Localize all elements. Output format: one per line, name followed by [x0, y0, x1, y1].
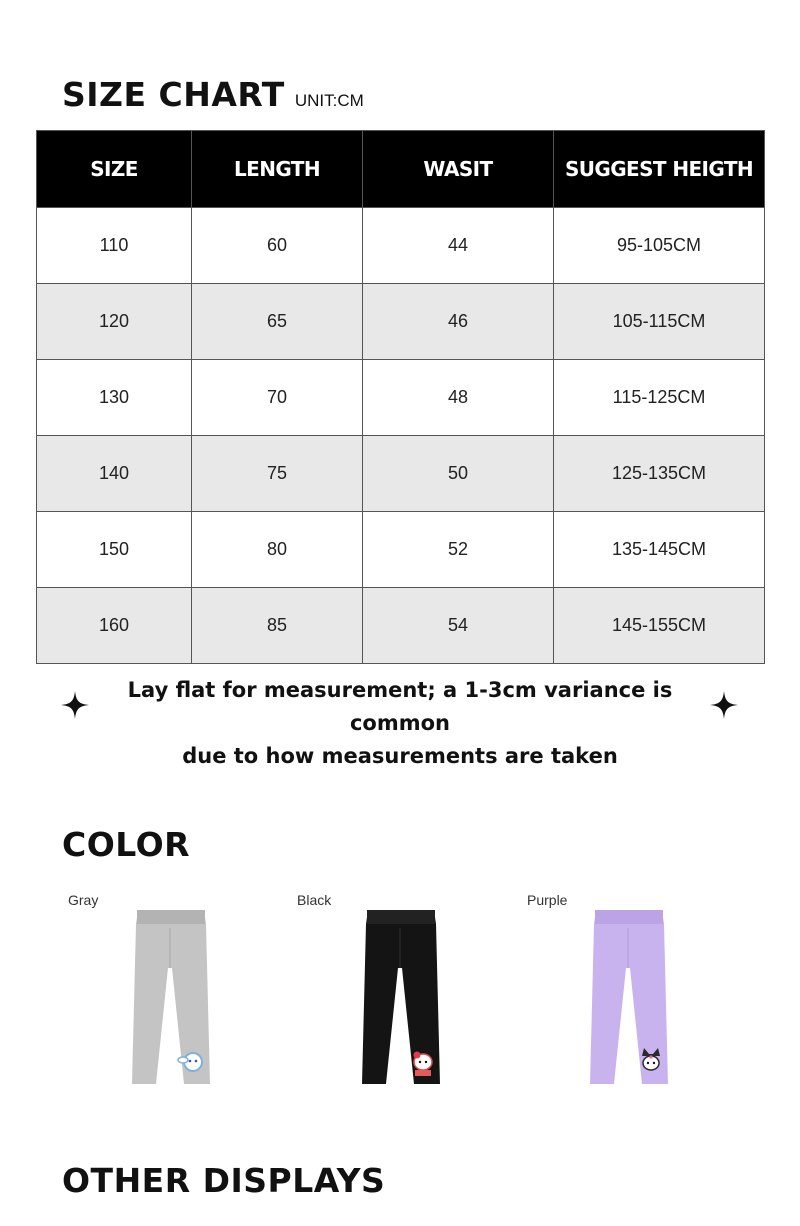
- cell-waist: 44: [363, 208, 554, 284]
- size-table: [36, 130, 765, 664]
- cell-waist: 48: [363, 360, 554, 436]
- cell-height: 135-145CM: [554, 512, 765, 588]
- gray-leggings-image[interactable]: [128, 910, 212, 1086]
- header-size: SIZE: [37, 131, 192, 208]
- table-row: [37, 512, 765, 588]
- table-row: [37, 588, 765, 664]
- table-row: [37, 436, 765, 512]
- size-chart-title-text: SIZE CHART: [62, 75, 285, 114]
- table-row: [37, 284, 765, 360]
- sparkle-right-icon: [710, 691, 738, 719]
- cell-size: 150: [37, 512, 192, 588]
- color-option-label: Purple: [527, 892, 568, 908]
- cell-height: 145-155CM: [554, 588, 765, 664]
- cell-size: 160: [37, 588, 192, 664]
- cell-size: 130: [37, 360, 192, 436]
- cell-length: 80: [192, 512, 363, 588]
- cell-height: 115-125CM: [554, 360, 765, 436]
- cell-length: 70: [192, 360, 363, 436]
- header-waist: WASIT: [363, 131, 554, 208]
- cell-length: 75: [192, 436, 363, 512]
- cell-length: 85: [192, 588, 363, 664]
- cell-waist: 52: [363, 512, 554, 588]
- table-header-row: [37, 131, 765, 208]
- size-chart-title: [62, 75, 364, 114]
- table-row: [37, 208, 765, 284]
- header-suggest-height: SUGGEST HEIGTH: [554, 131, 765, 208]
- cell-height: 95-105CM: [554, 208, 765, 284]
- cell-waist: 50: [363, 436, 554, 512]
- note-line-2: due to how measurements are taken: [182, 744, 618, 768]
- color-option-label: Gray: [68, 892, 99, 908]
- cell-waist: 54: [363, 588, 554, 664]
- sparkle-left-icon: [61, 691, 89, 719]
- cell-height: 105-115CM: [554, 284, 765, 360]
- cell-waist: 46: [363, 284, 554, 360]
- cell-size: 120: [37, 284, 192, 360]
- other-displays-title: OTHER DISPLAYS: [62, 1161, 386, 1200]
- note-line-1: Lay flat for measurement; a 1-3cm variance is common: [127, 678, 673, 735]
- color-section-title: COLOR: [62, 825, 191, 864]
- unit-label: UNIT:CM: [294, 91, 364, 110]
- purple-leggings-image[interactable]: [586, 910, 670, 1086]
- header-length: LENGTH: [192, 131, 363, 208]
- cell-length: 60: [192, 208, 363, 284]
- black-leggings-image[interactable]: [358, 910, 442, 1086]
- measurement-note: [100, 674, 700, 773]
- color-option-label: Black: [297, 892, 332, 908]
- cell-height: 125-135CM: [554, 436, 765, 512]
- table-row: [37, 360, 765, 436]
- cell-size: 110: [37, 208, 192, 284]
- cell-size: 140: [37, 436, 192, 512]
- cell-length: 65: [192, 284, 363, 360]
